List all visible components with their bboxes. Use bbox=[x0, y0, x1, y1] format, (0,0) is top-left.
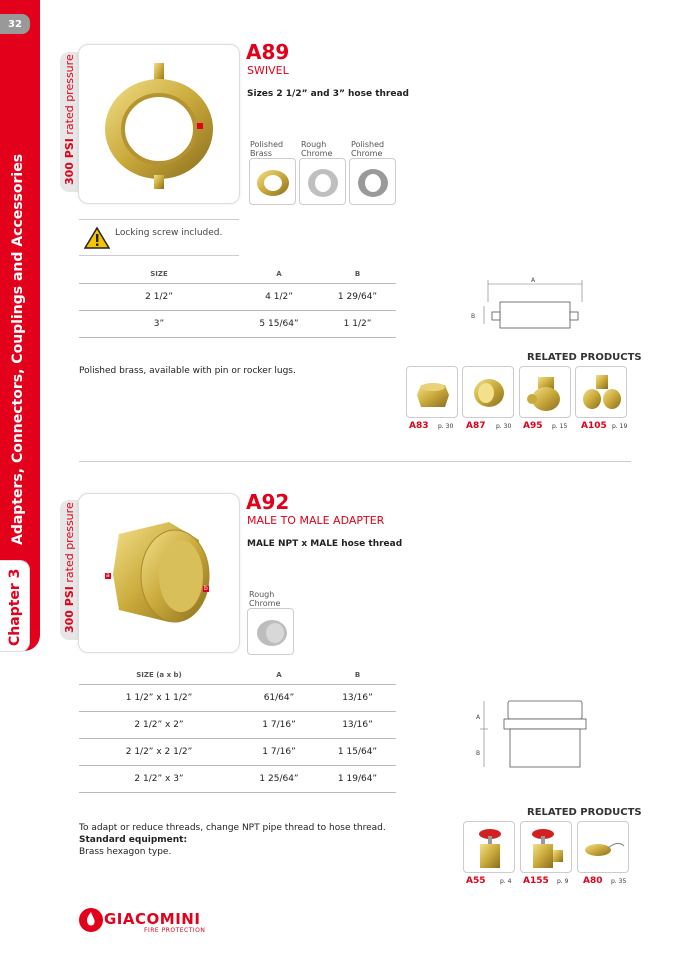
brand-name: GIACOMINI bbox=[104, 910, 201, 928]
table-cell: 1 15/64” bbox=[319, 738, 396, 765]
product-subtitle: SWIVEL bbox=[247, 64, 289, 77]
dimension-label-b: B bbox=[471, 313, 476, 320]
warning-icon bbox=[84, 226, 110, 250]
finish-label: Polished Brass bbox=[250, 140, 284, 158]
table-cell: 1 19/64” bbox=[319, 765, 396, 792]
photo-label-b: b bbox=[204, 585, 208, 592]
flame-logo-icon bbox=[78, 907, 104, 933]
brand-subtitle: FIRE PROTECTION bbox=[144, 927, 206, 934]
related-product-page: p. 35 bbox=[611, 878, 627, 885]
related-product-page: p. 4 bbox=[500, 878, 512, 885]
related-product-card[interactable] bbox=[463, 821, 515, 873]
table-cell: 4 1/2” bbox=[239, 283, 319, 310]
equipment-label: Standard equipment: bbox=[79, 835, 188, 845]
chapter-label: Chapter 3 bbox=[7, 568, 23, 646]
product-code: A92 bbox=[246, 490, 290, 514]
finish-swatch-polished-chrome bbox=[349, 158, 396, 205]
table-row bbox=[79, 283, 396, 310]
page-number: 32 bbox=[0, 14, 30, 34]
spec-table bbox=[79, 265, 396, 338]
related-product-code[interactable]: A155 bbox=[523, 876, 549, 886]
finish-swatch-rough-chrome bbox=[299, 158, 346, 205]
table-cell: 1 25/64” bbox=[239, 765, 319, 792]
photo-label-a: a bbox=[106, 572, 110, 579]
adapter-photo bbox=[79, 494, 241, 654]
product-description bbox=[79, 822, 386, 858]
finish-swatch-polished-brass bbox=[249, 158, 296, 205]
table-row bbox=[79, 711, 396, 738]
related-product-page: p. 9 bbox=[557, 878, 569, 885]
dimension-diagram bbox=[470, 274, 590, 334]
related-product-card[interactable] bbox=[575, 366, 627, 418]
finish-label: Rough Chrome bbox=[249, 590, 281, 608]
product-sizes: Sizes 2 1/2” and 3” hose thread bbox=[247, 89, 409, 99]
related-product-code[interactable]: A87 bbox=[466, 421, 486, 431]
description-text: To adapt or reduce threads, change NPT pipe thread to hose thread. bbox=[79, 823, 386, 833]
related-product-card[interactable] bbox=[519, 366, 571, 418]
table-cell: 1 1/2” bbox=[319, 310, 396, 337]
table-cell: 13/16” bbox=[319, 711, 396, 738]
dimension-diagram bbox=[470, 695, 600, 775]
table-cell: 1 1/2” x 1 1/2” bbox=[79, 684, 239, 711]
table-cell: 1 29/64” bbox=[319, 283, 396, 310]
related-product-code[interactable]: A80 bbox=[583, 876, 603, 886]
related-product-card[interactable] bbox=[406, 366, 458, 418]
related-product-code[interactable]: A95 bbox=[523, 421, 543, 431]
dimension-label-b: B bbox=[476, 750, 481, 757]
finish-label: Rough Chrome bbox=[301, 140, 333, 158]
related-product-card[interactable] bbox=[462, 366, 514, 418]
product-subtitle: MALE TO MALE ADAPTER bbox=[247, 514, 385, 527]
table-row bbox=[79, 738, 396, 765]
related-product-page: p. 30 bbox=[496, 423, 512, 430]
related-product-page: p. 19 bbox=[612, 423, 628, 430]
swivel-photo bbox=[79, 45, 241, 205]
table-cell: 2 1/2” bbox=[79, 283, 239, 310]
product-code: A89 bbox=[246, 40, 290, 64]
product-sizes: MALE NPT x MALE hose thread bbox=[247, 539, 403, 549]
note-divider bbox=[79, 219, 239, 220]
product-photo-card bbox=[78, 493, 240, 653]
related-product-page: p. 15 bbox=[552, 423, 568, 430]
table-cell: 13/16” bbox=[319, 684, 396, 711]
pressure-rating: 300 PSI rated pressure bbox=[63, 54, 76, 185]
column-header: B bbox=[354, 670, 361, 679]
table-cell: 61/64” bbox=[239, 684, 319, 711]
table-header-row bbox=[79, 265, 396, 283]
related-products-title: RELATED PRODUCTS bbox=[527, 807, 642, 818]
related-product-card[interactable] bbox=[520, 821, 572, 873]
column-header: A bbox=[276, 670, 282, 679]
related-product-page: p. 30 bbox=[438, 423, 454, 430]
table-row bbox=[79, 310, 396, 337]
related-products-title: RELATED PRODUCTS bbox=[527, 352, 642, 363]
table-cell: 2 1/2” x 2” bbox=[79, 711, 239, 738]
table-row bbox=[79, 765, 396, 792]
finish-swatch-rough-chrome bbox=[247, 608, 294, 655]
product-photo-card bbox=[78, 44, 240, 204]
table-cell: 2 1/2” x 2 1/2” bbox=[79, 738, 239, 765]
product-description: Polished brass, available with pin or rocker lugs. bbox=[79, 366, 296, 376]
equipment-value: Brass hexagon type. bbox=[79, 847, 172, 857]
column-header: SIZE bbox=[150, 269, 168, 278]
related-product-code[interactable]: A55 bbox=[466, 876, 486, 886]
table-cell: 5 15/64” bbox=[239, 310, 319, 337]
dimension-label-a: A bbox=[476, 714, 481, 721]
table-cell: 1 7/16” bbox=[239, 711, 319, 738]
column-header: SIZE (a x b) bbox=[136, 670, 182, 679]
column-header: B bbox=[354, 269, 361, 278]
locking-screw-note: Locking screw included. bbox=[115, 228, 223, 238]
related-product-code[interactable]: A83 bbox=[409, 421, 429, 431]
related-product-code[interactable]: A105 bbox=[581, 421, 607, 431]
table-cell: 1 7/16” bbox=[239, 738, 319, 765]
column-header: A bbox=[276, 269, 282, 278]
table-cell: 2 1/2” x 3” bbox=[79, 765, 239, 792]
table-header-row bbox=[79, 666, 396, 684]
note-divider bbox=[79, 255, 239, 256]
pressure-rating: 300 PSI rated pressure bbox=[63, 502, 76, 633]
spec-table bbox=[79, 666, 396, 793]
table-cell: 3” bbox=[79, 310, 239, 337]
chapter-sidebar-title: Adapters, Connectors, Couplings and Accessories bbox=[10, 153, 26, 545]
section-divider bbox=[79, 461, 631, 462]
finish-label: Polished Chrome bbox=[351, 140, 385, 158]
table-row bbox=[79, 684, 396, 711]
related-product-card[interactable] bbox=[577, 821, 629, 873]
dimension-label-a: A bbox=[531, 277, 536, 284]
